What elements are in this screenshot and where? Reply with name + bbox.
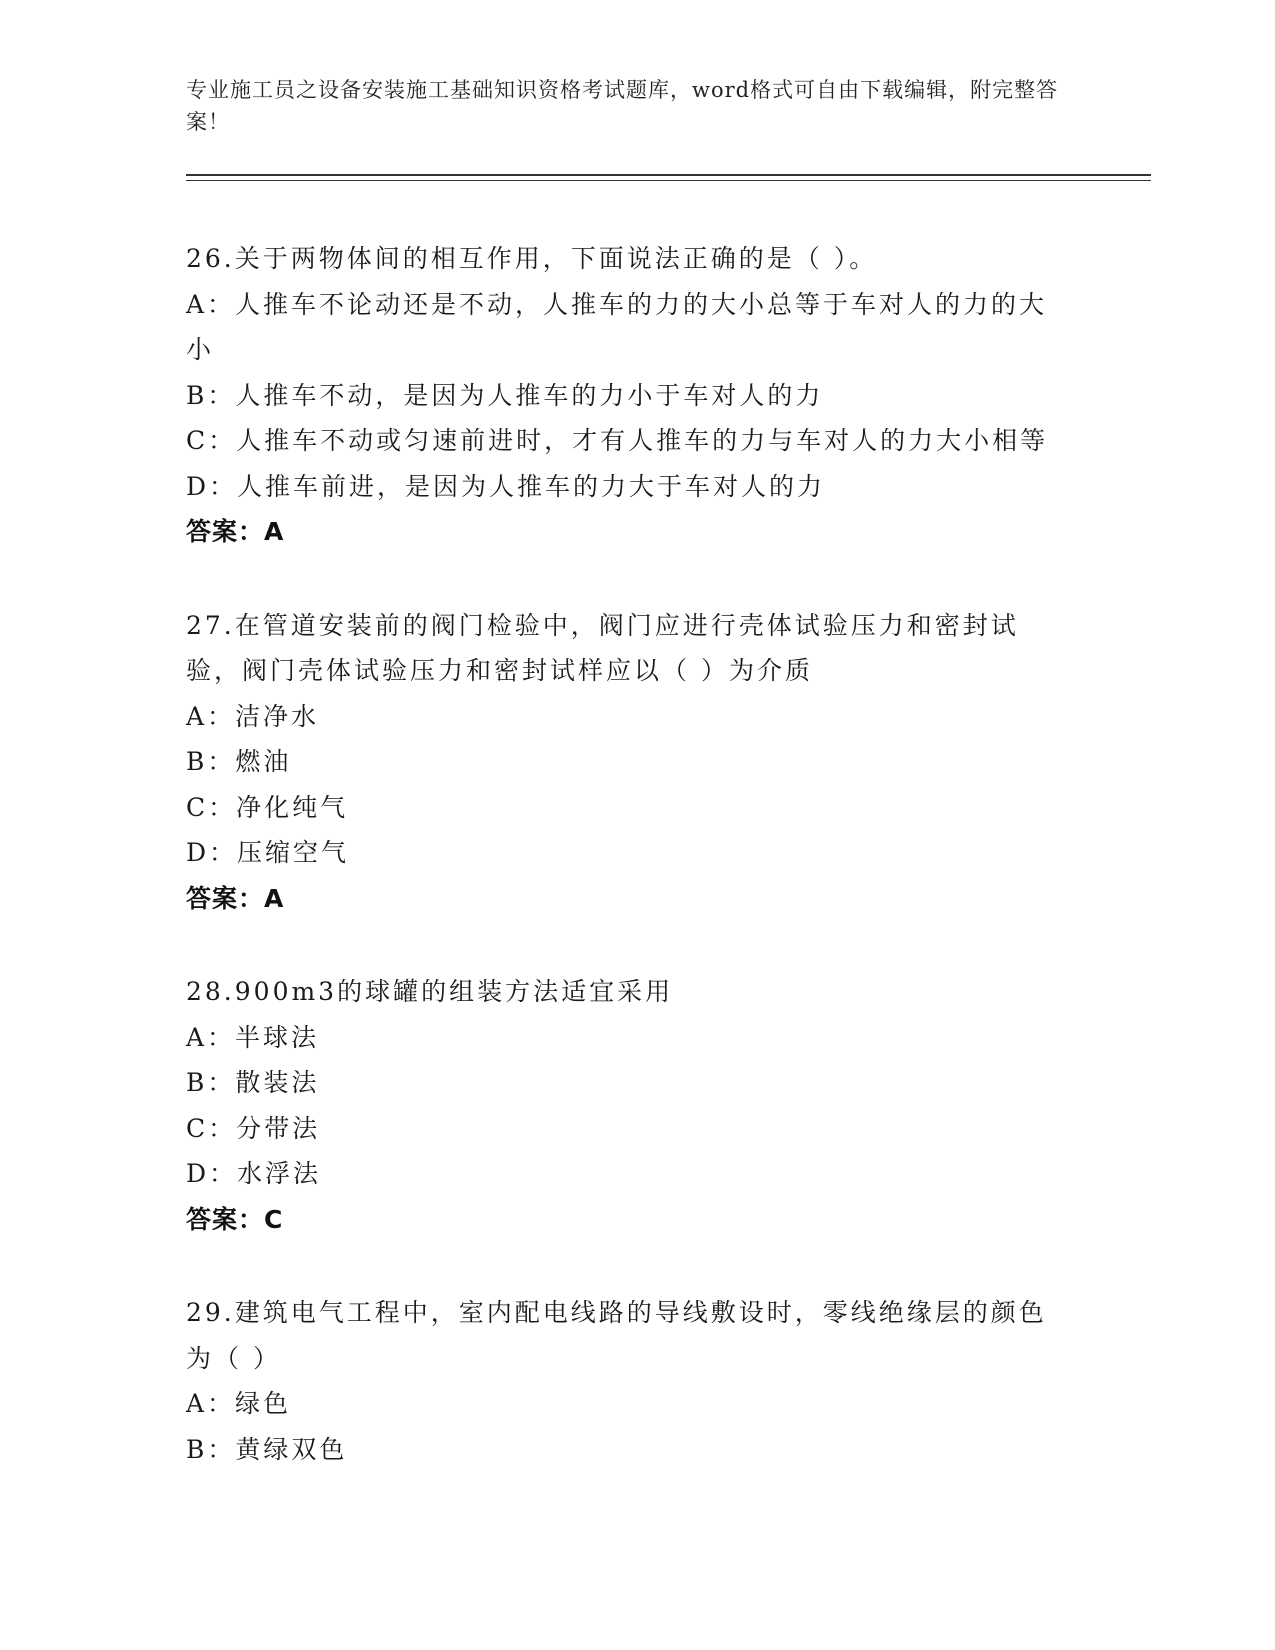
answer-label: 答案：C (186, 1204, 284, 1234)
question-29 (186, 1290, 1066, 1472)
question-26 (186, 236, 1066, 555)
header-divider-bottom (186, 180, 1151, 181)
option-a: A：绿色 (186, 1389, 292, 1418)
answer-label: 答案：A (186, 883, 285, 913)
option-b: B：黄绿双色 (186, 1434, 348, 1464)
question-stem: 28.900m3的球罐的组装方法适宜采用 (186, 977, 674, 1006)
option-b: B：散装法 (186, 1068, 320, 1097)
header-divider-top (186, 174, 1151, 176)
question-27 (186, 603, 1066, 922)
option-b: B：燃油 (186, 747, 292, 776)
option-a: A：人推车不论动还是不动，人推车的力的大小总等于车对人的力的大小 (186, 289, 1048, 364)
option-c: C：分带法 (186, 1113, 321, 1143)
option-a: A：半球法 (186, 1022, 320, 1052)
option-c: C：净化纯气 (186, 792, 349, 822)
document-header: 专业施工员之设备安装施工基础知识资格考试题库，word格式可自由下载编辑，附完整答案！ (186, 78, 1059, 134)
option-d: D：人推车前进，是因为人推车的力大于车对人的力 (186, 471, 826, 501)
question-stem: 27.在管道安装前的阀门检验中，阀门应进行壳体试验压力和密封试验，阀门壳体试验压力和密封试样应以（ ）为介质 (186, 610, 1019, 685)
option-d: D：压缩空气 (186, 838, 350, 867)
answer-label: 答案：A (186, 517, 285, 546)
option-a: A：洁净水 (186, 701, 320, 731)
question-stem: 29.建筑电气工程中，室内配电线路的导线敷设时，零线绝缘层的颜色为（ ） (186, 1298, 1047, 1373)
question-28 (186, 969, 1066, 1242)
question-list (186, 236, 1066, 1520)
option-d: D：水浮法 (186, 1159, 322, 1188)
option-c: C：人推车不动或匀速前进时，才有人推车的力与车对人的力大小相等 (186, 426, 1049, 455)
question-stem: 26.关于两物体间的相互作用，下面说法正确的是（ ）。 (186, 244, 878, 273)
option-b: B：人推车不动，是因为人推车的力小于车对人的力 (186, 380, 824, 410)
